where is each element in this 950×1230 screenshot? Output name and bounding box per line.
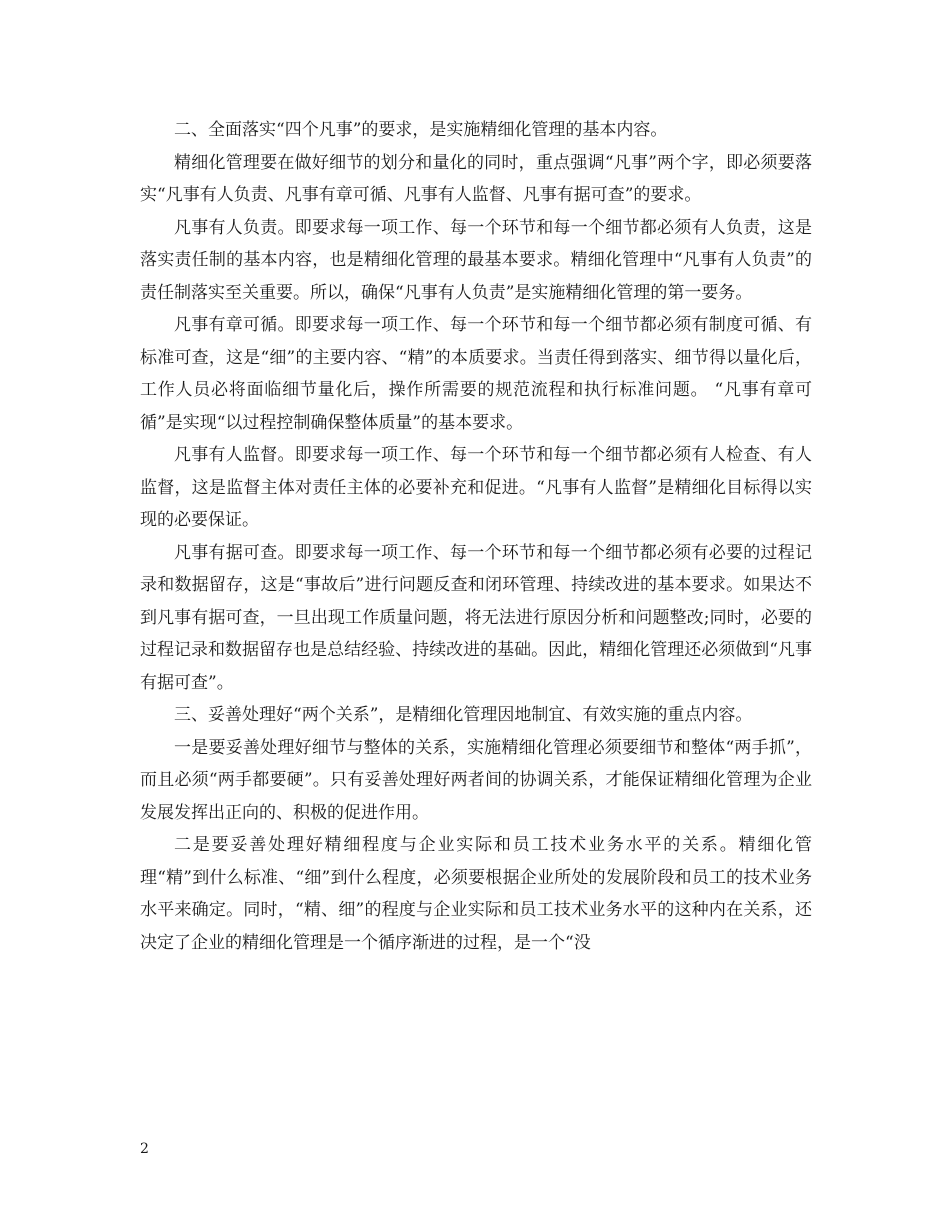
paragraph-detail-whole-relation: 一是要妥善处理好细节与整体的关系，实施精细化管理必须要细节和整体“两手抓”，而且必须“两手都要硬”。只有妥善处理好两者间的协调关系，才能保证精细化管理为企业发展发挥出正向的、积极的促进作用。	[140, 737, 812, 823]
paragraph-everything-traceable: 凡事有据可查。即要求每一项工作、每一个环节和每一个细节都必须有必要的过程记录和数据留存，这是“事故后”进行问题反查和闭环管理、持续改进的基本要求。如果达不到凡事有据可查，一旦出现工作质量问题，将无法进行原因分析和问题整改;同时，必要的过程记录和数据留存也是总结经验、持续改进的基础。因此，精细化管理还必须做到“凡事有据可查”。	[140, 542, 812, 693]
paragraph-section-three-heading: 三、妥善处理好“两个关系”，是精细化管理因地制宜、有效实施的重点内容。	[174, 705, 753, 725]
paragraph-everything-responsible: 凡事有人负责。即要求每一项工作、每一个环节和每一个细节都必须有人负责，这是落实责任制的基本内容，也是精细化管理的最基本要求。精细化管理中“凡事有人负责”的责任制落实至关重要。所以，确保“凡事有人负责”是实施精细化管理的第一要务。	[140, 217, 812, 303]
paragraph-four-everything-intro: 精细化管理要在做好细节的划分和量化的同时，重点强调“凡事”两个字，即必须要落实“凡事有人负责、凡事有章可循、凡事有人监督、凡事有据可查”的要求。	[140, 152, 812, 205]
document-body	[140, 114, 812, 959]
page-number: 2	[140, 1141, 149, 1157]
paragraph-everything-supervised: 凡事有人监督。即要求每一项工作、每一个环节和每一个细节都必须有人检查、有人监督，这是监督主体对责任主体的必要补充和促进。“凡事有人监督”是精细化目标得以实现的必要保证。	[140, 445, 812, 530]
paragraph-everything-rules: 凡事有章可循。即要求每一项工作、每一个环节和每一个细节都必须有制度可循、有标准可查，这是“细”的主要内容、“精”的本质要求。当责任得到落实、细节得以量化后，工作人员必将面临细节量化后，操作所需要的规范流程和执行标准问题。 “凡事有章可循”是实现“以过程控制确保整体质量”的基本要求。	[140, 315, 812, 433]
paragraph-section-two-heading: 二、全面落实“四个凡事”的要求，是实施精细化管理的基本内容。	[174, 120, 668, 140]
paragraph-precision-level-relation: 二是要妥善处理好精细程度与企业实际和员工技术业务水平的关系。精细化管理“精”到什么标准、“细”到什么程度，必须要根据企业所处的发展阶段和员工的技术业务水平来确定。同时，“精、细”的程度与企业实际和员工技术业务水平的这种内在关系，还决定了企业的精细化管理是一个循序渐进的过程，是一个“没	[140, 835, 812, 953]
